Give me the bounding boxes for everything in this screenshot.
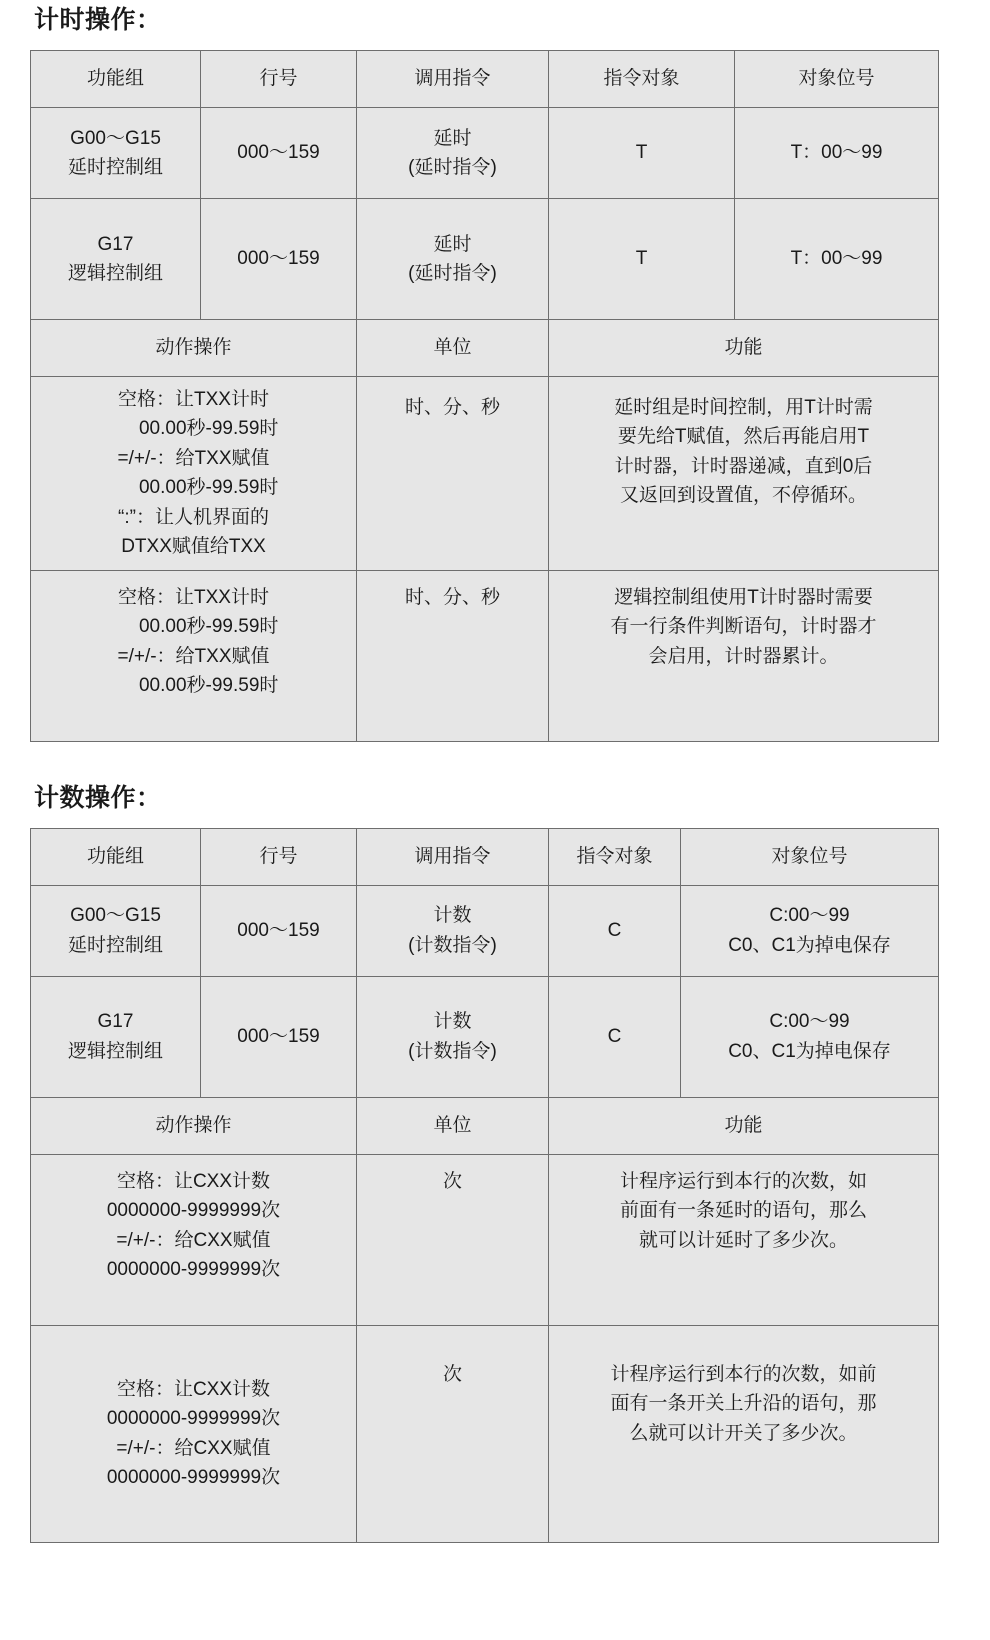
page-title-counting: 计数操作：	[34, 783, 162, 812]
table-row	[31, 1154, 939, 1325]
cell-line: =/+/-：给CXX赋值	[116, 1437, 271, 1459]
table-subheader-row	[31, 320, 939, 377]
cell-line: 00.00秒-99.59时	[138, 477, 279, 499]
cell-line: 时、分、秒	[404, 397, 500, 418]
cell-line: 又返回到设置值，不停循环。	[619, 485, 867, 507]
cell-unit	[357, 570, 549, 741]
cell-feature	[549, 377, 939, 571]
cell-line: 有一行条件判断语句，计时器才	[610, 616, 877, 638]
cell-line: T：00～99	[790, 248, 883, 270]
cell-line-number	[201, 108, 357, 199]
cell-feature	[549, 1325, 939, 1542]
cell-line: 000～159	[237, 919, 320, 941]
timing-table	[30, 50, 939, 742]
cell-line: =/+/-：给CXX赋值	[116, 1229, 271, 1251]
cell-line: 面有一条开关上升沿的语句，那	[610, 1393, 877, 1415]
cell-line: G00～G15	[70, 127, 161, 149]
cell-action	[31, 377, 357, 571]
cell-line: T	[635, 142, 648, 164]
cell-instruction-target	[549, 108, 735, 199]
table-row	[31, 377, 939, 571]
column-header-instruction-target: 指令对象	[549, 51, 735, 108]
column-header-line-number: 行号	[201, 51, 357, 108]
cell-line: 延时组是时间控制，用T计时需	[614, 397, 873, 418]
cell-line: T：00～99	[790, 142, 883, 164]
column-header-instruction-target: 指令对象	[549, 828, 681, 885]
cell-line: 空格：让CXX计数	[116, 1170, 271, 1192]
cell-line: 0000000-9999999次	[106, 1467, 281, 1489]
cell-line: 计程序运行到本行的次数，如前	[610, 1363, 877, 1385]
column-header-action: 动作操作	[31, 1097, 357, 1154]
section-counting	[26, 778, 964, 1543]
cell-action	[31, 1325, 357, 1542]
cell-line: “:”：让人机界面的	[118, 506, 269, 528]
cell-line: 会启用，计时器累计。	[648, 645, 839, 667]
column-header-target-bit: 对象位号	[735, 51, 939, 108]
cell-unit	[357, 1154, 549, 1325]
section-timing	[26, 0, 964, 742]
column-header-unit: 单位	[357, 1097, 549, 1154]
cell-line: G00～G15	[70, 905, 161, 927]
table-row	[31, 1325, 939, 1542]
cell-line: 000～159	[237, 142, 320, 164]
cell-line: 延时控制组	[67, 934, 163, 956]
cell-line: G17	[97, 1011, 134, 1033]
column-header-unit: 单位	[357, 320, 549, 377]
cell-line: 逻辑控制组	[67, 1040, 163, 1062]
cell-line: DTXX赋值给TXX	[121, 536, 266, 558]
cell-line: C0、C1为掉电保存	[728, 1040, 891, 1062]
cell-line: 00.00秒-99.59时	[138, 616, 279, 638]
cell-function-group	[31, 885, 201, 976]
cell-line: 延时	[433, 233, 472, 255]
cell-instruction-target	[549, 199, 735, 320]
table-row	[31, 976, 939, 1097]
cell-line: (计数指令)	[408, 934, 497, 956]
cell-action	[31, 1154, 357, 1325]
cell-line: 逻辑控制组	[67, 263, 163, 284]
cell-line: (延时指令)	[408, 263, 497, 284]
column-header-feature: 功能	[549, 320, 939, 377]
cell-call-instruction	[357, 108, 549, 199]
cell-unit	[357, 1325, 549, 1542]
cell-target-bit	[735, 199, 939, 320]
column-header-function-group: 功能组	[31, 828, 201, 885]
cell-line: 前面有一条延时的语句，那么	[619, 1200, 867, 1222]
cell-line: C0、C1为掉电保存	[728, 934, 891, 956]
table-row	[31, 199, 939, 320]
cell-line-number	[201, 976, 357, 1097]
cell-line: 计数	[433, 1011, 472, 1033]
cell-unit	[357, 377, 549, 571]
cell-line-number	[201, 199, 357, 320]
column-header-action: 动作操作	[31, 320, 357, 377]
table-header-row	[31, 828, 939, 885]
cell-line: 就可以计延时了多少次。	[638, 1229, 848, 1251]
cell-line: 延时	[433, 127, 472, 149]
cell-line: 次	[442, 1363, 462, 1385]
table-subheader-row	[31, 1097, 939, 1154]
cell-line: (计数指令)	[408, 1040, 497, 1062]
cell-line: (延时指令)	[408, 157, 497, 178]
cell-function-group	[31, 976, 201, 1097]
table-row	[31, 108, 939, 199]
column-header-target-bit: 对象位号	[681, 828, 939, 885]
cell-action	[31, 570, 357, 741]
column-header-call-instruction: 调用指令	[357, 51, 549, 108]
cell-line: 要先给T赋值，然后再能启用T	[617, 426, 870, 448]
column-header-function-group: 功能组	[31, 51, 201, 108]
table-header-row	[31, 51, 939, 108]
cell-instruction-target	[549, 976, 681, 1097]
cell-line: T	[635, 248, 648, 270]
cell-function-group	[31, 108, 201, 199]
cell-line: 次	[442, 1170, 462, 1192]
cell-call-instruction	[357, 199, 549, 320]
cell-call-instruction	[357, 885, 549, 976]
cell-line: 逻辑控制组使用T计时器时需要	[614, 586, 873, 608]
cell-line: 时、分、秒	[404, 586, 500, 608]
cell-target-bit	[681, 885, 939, 976]
cell-line: 000～159	[237, 1025, 320, 1047]
cell-feature	[549, 1154, 939, 1325]
cell-line: 么就可以计开关了多少次。	[629, 1422, 858, 1444]
cell-target-bit	[681, 976, 939, 1097]
page-title-timing: 计时操作：	[34, 6, 162, 34]
cell-line: C	[607, 1025, 622, 1047]
cell-call-instruction	[357, 976, 549, 1097]
cell-line: =/+/-：给TXX赋值	[117, 447, 270, 469]
cell-line: G17	[97, 233, 134, 255]
cell-target-bit	[735, 108, 939, 199]
column-header-call-instruction: 调用指令	[357, 828, 549, 885]
column-header-line-number: 行号	[201, 828, 357, 885]
counting-table	[30, 828, 939, 1543]
cell-line: 计数	[433, 905, 472, 927]
cell-line: 00.00秒-99.59时	[138, 418, 279, 440]
cell-line: 计程序运行到本行的次数，如	[619, 1170, 867, 1192]
cell-line: 计时器，计时器递减，直到0后	[614, 455, 873, 477]
cell-line: 空格：让TXX计时	[118, 389, 269, 410]
cell-line: 延时控制组	[67, 157, 163, 178]
cell-line: =/+/-：给TXX赋值	[117, 645, 270, 667]
table-row	[31, 570, 939, 741]
cell-line: 000～159	[237, 248, 320, 270]
cell-feature	[549, 570, 939, 741]
cell-line: C:00～99	[769, 1011, 850, 1033]
cell-line-number	[201, 885, 357, 976]
cell-line: 空格：让CXX计数	[116, 1378, 271, 1400]
cell-line: 0000000-9999999次	[106, 1258, 281, 1280]
cell-line: 空格：让TXX计时	[118, 586, 269, 608]
cell-line: 00.00秒-99.59时	[138, 674, 279, 696]
cell-line: C:00～99	[769, 905, 850, 927]
table-row	[31, 885, 939, 976]
cell-line: C	[607, 919, 622, 941]
cell-line: 0000000-9999999次	[106, 1408, 281, 1430]
cell-instruction-target	[549, 885, 681, 976]
cell-line: 0000000-9999999次	[106, 1200, 281, 1222]
column-header-feature: 功能	[549, 1097, 939, 1154]
cell-function-group	[31, 199, 201, 320]
